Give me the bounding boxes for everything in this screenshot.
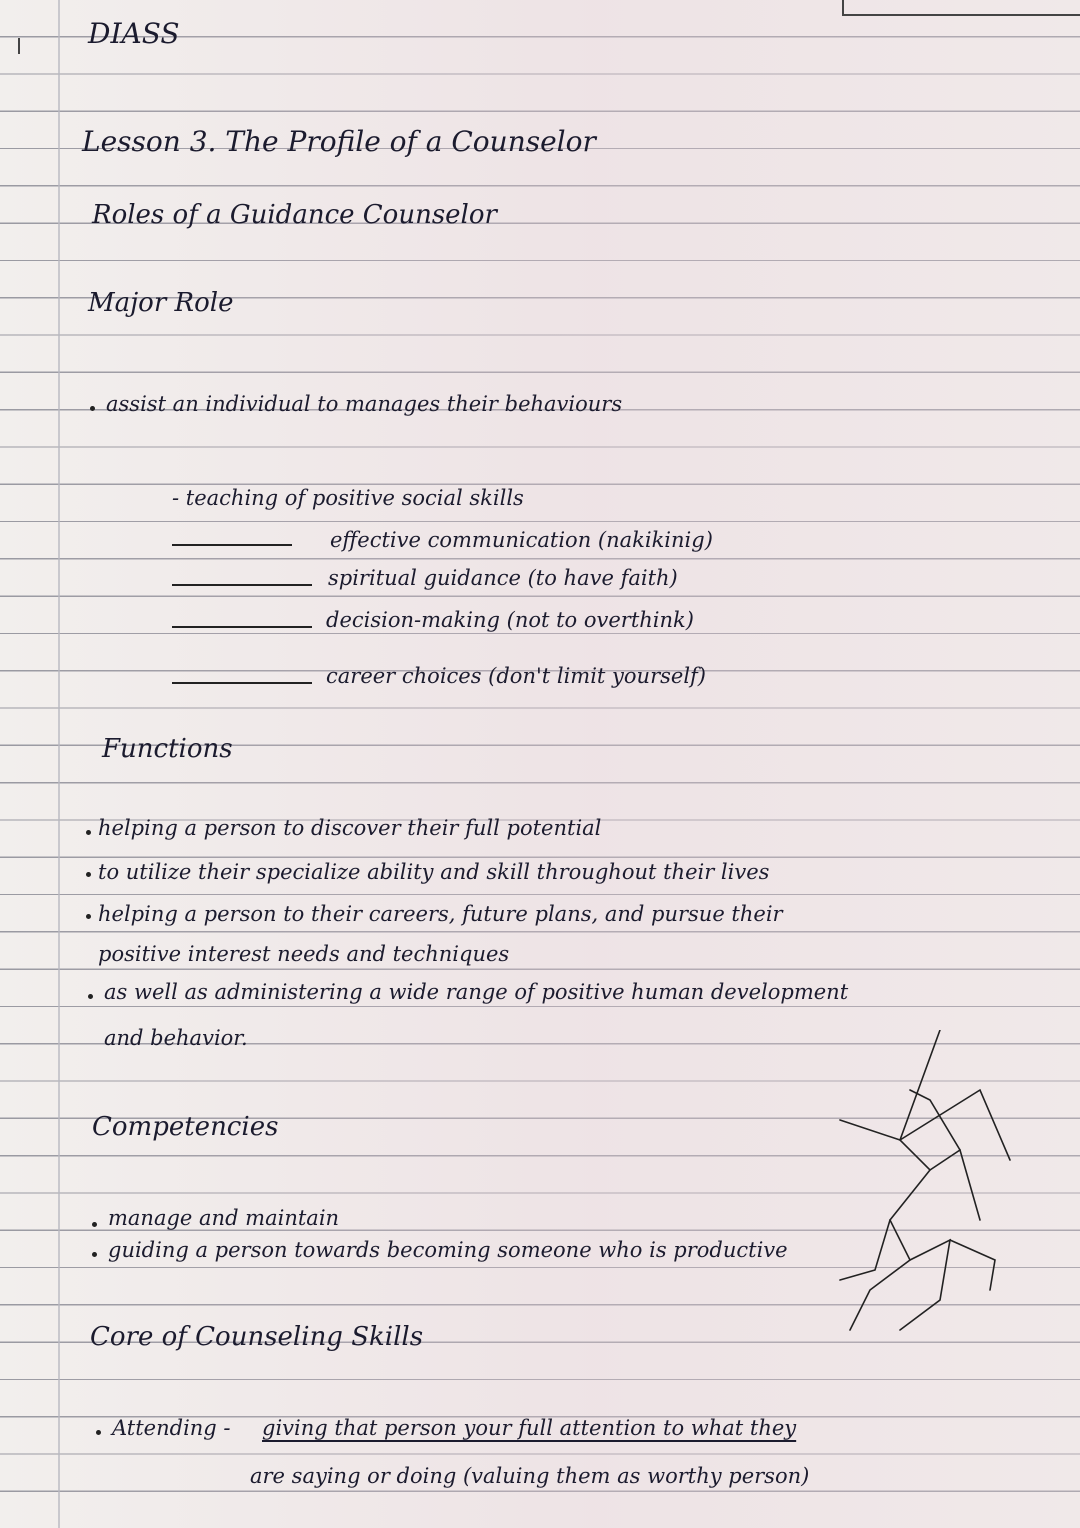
attending-definition: giving that person your full attention to what they bbox=[262, 1416, 797, 1440]
functions-heading: Functions bbox=[102, 734, 233, 764]
attending-term: Attending - bbox=[112, 1416, 231, 1440]
subitem-5: career choices (don't limit yourself) bbox=[326, 664, 706, 688]
function-line-1: helping a person to discover their full potential bbox=[98, 816, 602, 840]
function-line-5: as well as administering a wide range of positive human development bbox=[104, 980, 849, 1004]
corner-mark bbox=[842, 0, 1080, 16]
function-line-4: positive interest needs and techniques bbox=[98, 942, 510, 966]
major-role-bullet: assist an individual to manages their behaviours bbox=[106, 392, 623, 416]
competency-line-1: manage and maintain bbox=[108, 1206, 340, 1230]
bullet-dot bbox=[86, 830, 91, 835]
subject-label: DIASS bbox=[88, 17, 180, 50]
ditto-line bbox=[172, 544, 292, 546]
function-line-3: helping a person to their careers, future plans, and pursue their bbox=[98, 902, 783, 926]
competency-line-2: guiding a person towards becoming someone who is productive bbox=[108, 1238, 788, 1262]
doodle-sketch-icon bbox=[780, 1030, 1040, 1370]
ditto-line bbox=[172, 682, 312, 684]
subitem-3: spiritual guidance (to have faith) bbox=[328, 566, 678, 590]
competencies-heading: Competencies bbox=[92, 1112, 279, 1142]
roles-heading: Roles of a Guidance Counselor bbox=[92, 200, 497, 230]
bullet-dot bbox=[96, 1430, 101, 1435]
margin-line bbox=[58, 0, 60, 1528]
function-line-6: and behavior. bbox=[104, 1026, 248, 1050]
bullet-dot bbox=[88, 994, 93, 999]
bullet-dot bbox=[92, 1252, 97, 1257]
major-role-heading: Major Role bbox=[88, 288, 234, 318]
ditto-line bbox=[172, 584, 312, 586]
page-edge-mark bbox=[18, 38, 20, 54]
bullet-dot bbox=[92, 1222, 97, 1227]
attending-definition-cont: are saying or doing (valuing them as worthy person) bbox=[250, 1464, 810, 1488]
function-line-2: to utilize their specialize ability and skill throughout their lives bbox=[98, 860, 770, 884]
core-skills-heading: Core of Counseling Skills bbox=[90, 1322, 424, 1352]
subitem-1: - teaching of positive social skills bbox=[172, 486, 524, 510]
lesson-title: Lesson 3. The Profile of a Counselor bbox=[82, 125, 596, 158]
subitem-2: effective communication (nakikinig) bbox=[330, 528, 713, 552]
ditto-line bbox=[172, 626, 312, 628]
subitem-4: decision-making (not to overthink) bbox=[326, 608, 694, 632]
bullet-dot bbox=[86, 914, 91, 919]
bullet-dot bbox=[90, 406, 95, 411]
bullet-dot bbox=[86, 872, 91, 877]
